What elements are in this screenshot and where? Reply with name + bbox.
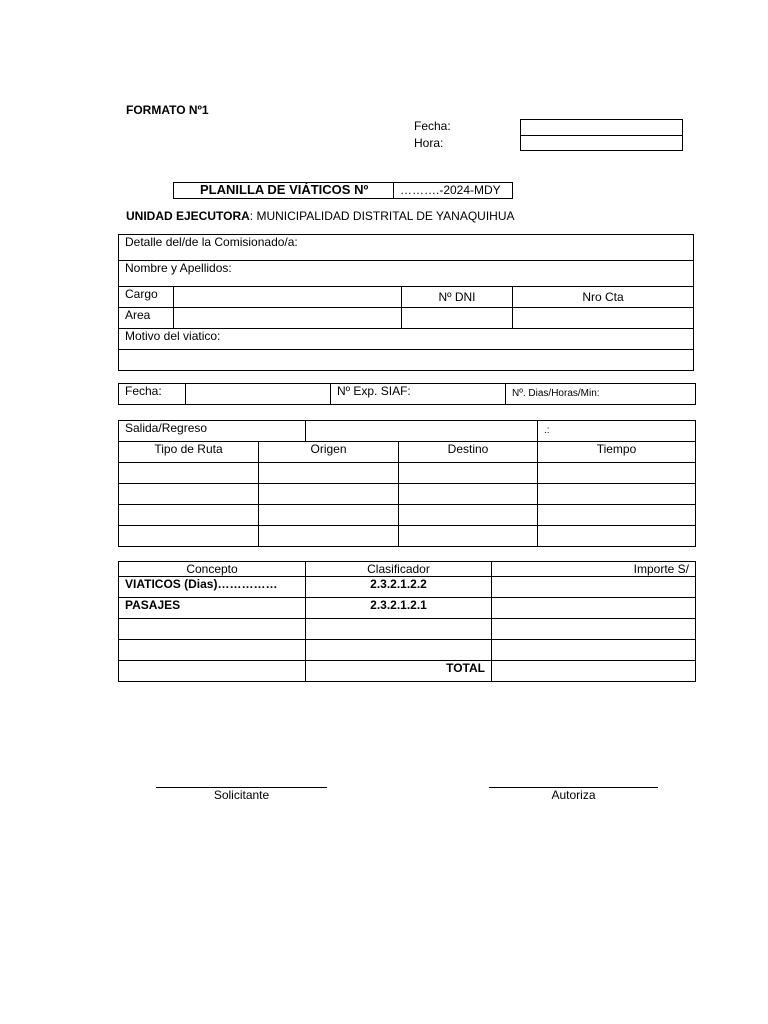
total-blank xyxy=(119,661,306,682)
hora-label: Hora: xyxy=(414,136,444,150)
table-row xyxy=(119,505,696,526)
unidad-label: UNIDAD EJECUTORA xyxy=(126,209,250,223)
importe-cell[interactable] xyxy=(492,619,696,640)
clasificador-viaticos: 2.3.2.1.2.2 xyxy=(306,577,492,598)
dni-field[interactable] xyxy=(402,308,513,329)
ruta-cell[interactable] xyxy=(119,505,259,526)
ruta-cell[interactable] xyxy=(538,526,696,547)
siaf-fecha-field[interactable] xyxy=(186,384,331,405)
importe-cell[interactable] xyxy=(492,640,696,661)
siaf-fecha-label: Fecha: xyxy=(119,384,186,405)
solicitante-label: Solicitante xyxy=(213,788,270,802)
table-row xyxy=(119,661,696,682)
concepto-cell[interactable] xyxy=(119,619,306,640)
table-row xyxy=(119,577,696,598)
autoriza-label: Autoriza xyxy=(551,788,596,802)
motivo-field[interactable] xyxy=(119,350,694,371)
clasificador-cell[interactable] xyxy=(306,619,492,640)
importe-header: Importe S/ xyxy=(492,562,696,577)
salida-field[interactable] xyxy=(306,421,538,442)
concepto-header: Concepto xyxy=(119,562,306,577)
dni-label: Nº DNI xyxy=(402,287,513,308)
siaf-table xyxy=(118,383,696,405)
conceptos-table xyxy=(118,561,696,682)
table-row xyxy=(119,484,696,505)
clasificador-cell[interactable] xyxy=(306,640,492,661)
ruta-cell[interactable] xyxy=(119,484,259,505)
fecha-label: Fecha: xyxy=(414,119,451,133)
table-row xyxy=(119,526,696,547)
hora-field[interactable] xyxy=(520,135,683,151)
salida-sep: .: xyxy=(538,421,696,442)
ruta-cell[interactable] xyxy=(259,463,399,484)
ruta-cell[interactable] xyxy=(119,463,259,484)
siaf-exp-label: Nº Exp. SIAF: xyxy=(331,384,506,405)
ruta-cell[interactable] xyxy=(538,505,696,526)
importe-viaticos[interactable] xyxy=(492,577,696,598)
clasificador-header: Clasificador xyxy=(306,562,492,577)
salida-label: Salida/Regreso xyxy=(119,421,306,442)
area-field[interactable] xyxy=(174,308,402,329)
importe-pasajes[interactable] xyxy=(492,598,696,619)
ruta-cell[interactable] xyxy=(259,484,399,505)
unidad-ejecutora xyxy=(126,209,515,223)
ruta-cell[interactable] xyxy=(538,463,696,484)
total-field[interactable] xyxy=(492,661,696,682)
motivo-label: Motivo del viatico: xyxy=(119,329,694,350)
formato-label: FORMATO Nº1 xyxy=(126,103,209,117)
total-label: TOTAL xyxy=(306,661,492,682)
concepto-viaticos: VIATICOS (Dias)…………… xyxy=(119,577,306,598)
cta-label: Nro Cta xyxy=(513,287,694,308)
area-label: Area xyxy=(119,308,174,329)
ruta-cell[interactable] xyxy=(538,484,696,505)
unidad-value: : MUNICIPALIDAD DISTRITAL DE YANAQUIHUA xyxy=(249,209,515,223)
table-row xyxy=(119,640,696,661)
cargo-label: Cargo xyxy=(119,287,174,308)
cta-field[interactable] xyxy=(513,308,694,329)
tiempo-header: Tiempo xyxy=(538,442,696,463)
ruta-cell[interactable] xyxy=(259,505,399,526)
ruta-cell[interactable] xyxy=(259,526,399,547)
detalle-label: Detalle del/de la Comisionado/a: xyxy=(119,235,694,261)
origen-header: Origen xyxy=(259,442,399,463)
page-title: PLANILLA DE VIÁTICOS Nº xyxy=(200,182,369,197)
ruta-cell[interactable] xyxy=(399,526,538,547)
tipo-ruta-header: Tipo de Ruta xyxy=(119,442,259,463)
ruta-cell[interactable] xyxy=(119,526,259,547)
ruta-cell[interactable] xyxy=(399,484,538,505)
cargo-field[interactable] xyxy=(174,287,402,308)
ruta-cell[interactable] xyxy=(399,505,538,526)
destino-header: Destino xyxy=(399,442,538,463)
planilla-number: ……….-2024-MDY xyxy=(400,183,501,197)
concepto-pasajes: PASAJES xyxy=(119,598,306,619)
table-row xyxy=(119,619,696,640)
ruta-cell[interactable] xyxy=(399,463,538,484)
concepto-cell[interactable] xyxy=(119,640,306,661)
table-row xyxy=(119,598,696,619)
ruta-table xyxy=(118,420,696,547)
fecha-field[interactable] xyxy=(520,119,683,136)
siaf-dias-label: Nº. Dias/Horas/Min: xyxy=(506,384,696,405)
comisionado-table xyxy=(118,234,694,371)
clasificador-pasajes: 2.3.2.1.2.1 xyxy=(306,598,492,619)
table-row xyxy=(119,463,696,484)
nombre-label: Nombre y Apellidos: xyxy=(119,261,694,287)
title-divider xyxy=(393,182,394,199)
